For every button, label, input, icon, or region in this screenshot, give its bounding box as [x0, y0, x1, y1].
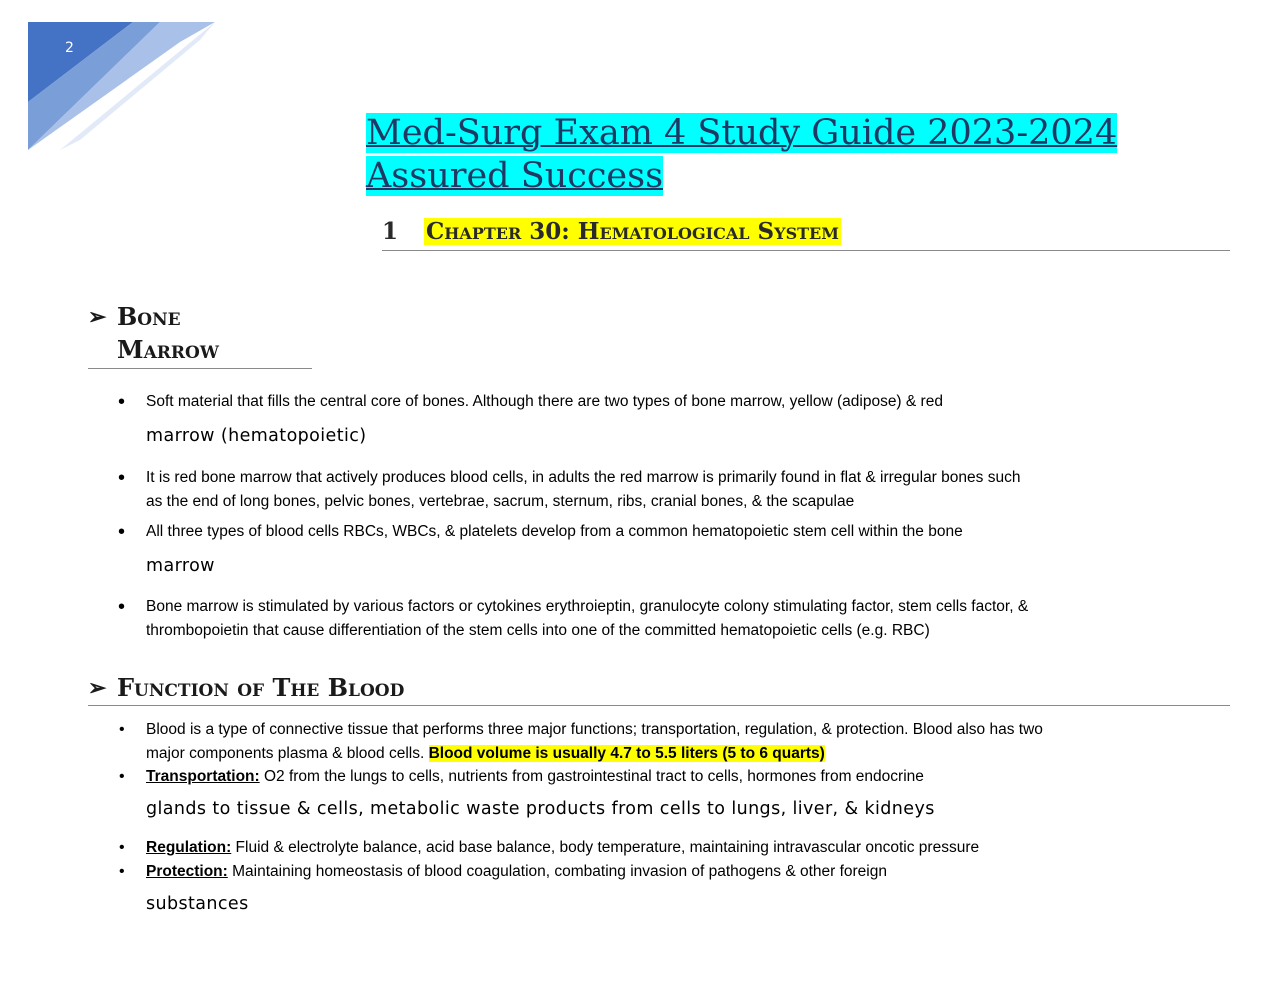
list-item-continuation: marrow (hematopoietic)	[146, 426, 367, 446]
section-arrow-icon: ➢	[88, 675, 107, 701]
bullet-icon: •	[118, 467, 126, 489]
list-item-text: Maintaining homeostasis of blood coagulation, combating invasion of pathogens & other foreign	[227, 863, 887, 880]
list-item-text: Blood is a type of connective tissue that performs three major functions; transportation, regulation, & protection. Blood also has two	[146, 721, 1043, 738]
term-transportation: Transportation:	[146, 768, 260, 785]
list-item-text: It is red bone marrow that actively produces blood cells, in adults the red marrow is primarily found in flat & irregular bones such	[146, 469, 1021, 486]
chapter-title: Chapter 30: Hematological System	[426, 218, 839, 245]
list-item-text: O2 from the lungs to cells, nutrients from gastrointestinal tract to cells, hormones from endocrine	[259, 768, 924, 785]
list-item-text: as the end of long bones, pelvic bones, vertebrae, sacrum, sternum, ribs, cranial bones, & the scapulae	[146, 493, 855, 510]
bullet-icon: •	[118, 521, 126, 543]
bullet-icon: •	[119, 768, 125, 785]
blood-volume-highlight: Blood volume is usually 4.7 to 5.5 liters (5 to 6 quarts)	[428, 745, 825, 762]
list-item	[118, 390, 943, 414]
list-item-text: All three types of blood cells RBCs, WBCs, & platelets develop from a common hematopoietic stem cell within the bone	[146, 523, 963, 540]
page-corner-decoration	[0, 0, 230, 160]
list-item	[119, 836, 980, 860]
section-arrow-icon: ➢	[88, 304, 107, 330]
section-heading-line-2: Marrow	[117, 335, 219, 364]
list-item	[119, 860, 887, 884]
bullet-icon: •	[118, 391, 126, 413]
list-item-text: major components plasma & blood cells.	[146, 745, 429, 762]
bullet-icon: •	[119, 839, 125, 856]
section-heading-line-1: Bone	[117, 302, 181, 331]
term-regulation: Regulation:	[146, 839, 232, 856]
title-line-2: Assured Success	[366, 156, 664, 196]
bullet-icon: •	[119, 863, 125, 880]
list-item-continuation: marrow	[146, 556, 215, 576]
list-item-text: Bone marrow is stimulated by various factors or cytokines erythroieptin, granulocyte colony stimulating factor, stem cells factor, &	[146, 598, 1029, 615]
section-heading-function-of-blood	[88, 673, 1230, 706]
list-item-text: thrombopoietin that cause differentiation of the stem cells into one of the committed hematopoietic cells (e.g. RBC)	[146, 622, 930, 639]
page-number: 2	[65, 40, 74, 56]
list-item	[118, 595, 1029, 643]
list-item-continuation: substances	[146, 894, 249, 914]
chapter-heading	[382, 214, 1230, 251]
section-heading-bone-marrow	[88, 302, 312, 369]
list-item	[118, 466, 1021, 514]
list-item-continuation: glands to tissue & cells, metabolic waste products from cells to lungs, liver, & kidneys	[146, 799, 935, 819]
list-item	[119, 718, 1043, 766]
list-item-text: Soft material that fills the central core of bones. Although there are two types of bone marrow, yellow (adipose) & red	[146, 393, 943, 410]
document-title	[366, 112, 1117, 198]
bullet-icon: •	[119, 721, 125, 738]
list-item	[119, 765, 924, 789]
list-item	[118, 520, 963, 544]
title-line-1: Med-Surg Exam 4 Study Guide 2023-2024	[366, 113, 1118, 153]
list-item-text: Fluid & electrolyte balance, acid base balance, body temperature, maintaining intravascular oncotic pressure	[231, 839, 980, 856]
bullet-icon: •	[118, 596, 126, 618]
chapter-number: 1	[382, 218, 399, 245]
section-heading-text: Function of The Blood	[117, 673, 405, 702]
term-protection: Protection:	[146, 863, 228, 880]
